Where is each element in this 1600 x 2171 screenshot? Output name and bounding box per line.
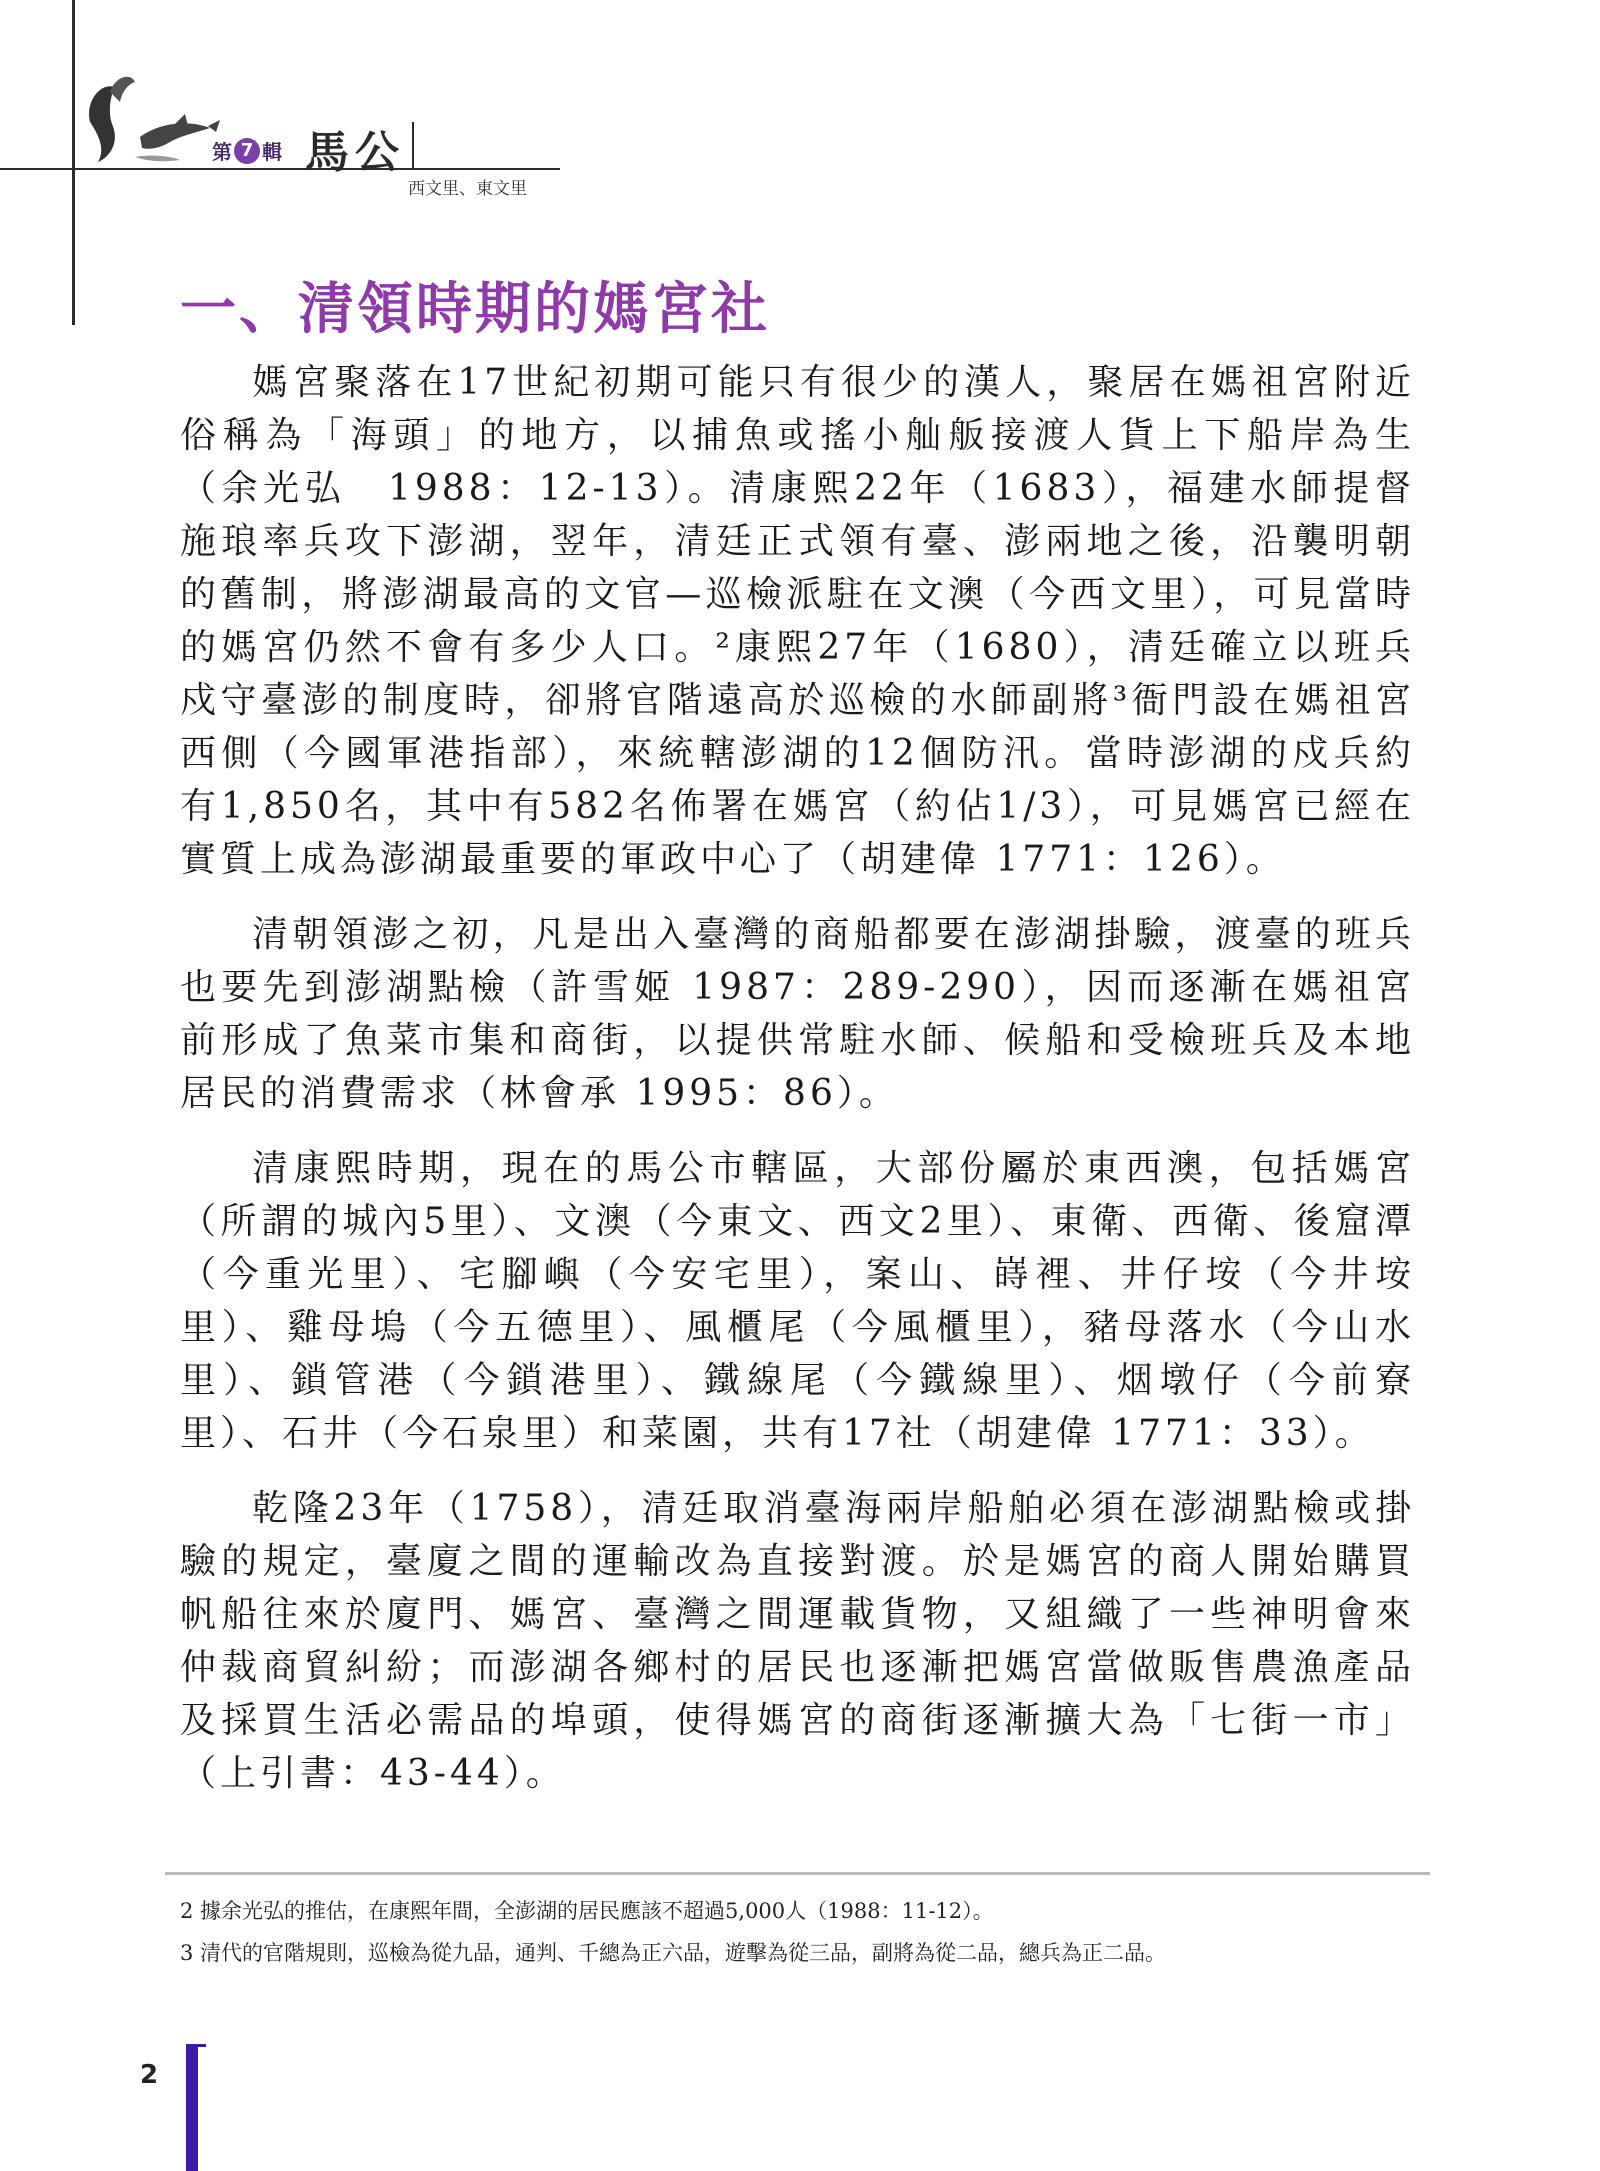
title-divider bbox=[412, 122, 414, 168]
paragraph: 媽宮聚落在17世紀初期可能只有很少的漢人，聚居在媽祖宮附近俗稱為「海頭」的地方，以捕魚或搖小舢舨接渡人貨上下船岸為生（余光弘 1988：12-13）。清康熙22年（1683），福建水師提督施琅率兵攻下澎湖，翌年，清廷正式領有臺、澎兩地之後，沿襲明朝的舊制，將澎湖最高的文官—巡檢派駐在文澳（今西文里），可見當時的媽宮仍然不會有多少人口。²康熙27年（1680），清廷確立以班兵戍守臺澎的制度時，卻將官階遠高於巡檢的水師副將³衙門設在媽祖宮西側（今國軍港指部），來統轄澎湖的12個防汛。當時澎湖的戍兵約有1,850名，其中有582名佈署在媽宮（約佔1/3），可見媽宮已經在實質上成為澎湖最重要的軍政中心了（胡建偉 1771：126）。 bbox=[180, 362, 1415, 880]
paragraph: 清朝領澎之初，凡是出入臺灣的商船都要在澎湖掛驗，渡臺的班兵也要先到澎湖點檢（許雪姬 1987：289-290），因而逐漸在媽祖宮前形成了魚菜市集和商街，以提供常駐水師、候船和受檢班兵及本地居民的消費需求（林會承 1995：86）。 bbox=[180, 914, 1415, 1114]
page-number: 2 bbox=[140, 2060, 159, 2090]
chapter-prefix: 第 bbox=[212, 140, 232, 164]
page-marker-bar bbox=[186, 2044, 198, 2171]
header-vertical-rule bbox=[72, 0, 75, 325]
paragraph: 清康熙時期，現在的馬公市轄區，大部份屬於東西澳，包括媽宮（所謂的城內5里）、文澳（今東文、西文2里）、東衛、西衛、後窟潭（今重光里）、宅腳嶼（今安宅里），案山、嵵裡、井仔垵（今井垵里）、雞母塢（今五德里）、風櫃尾（今風櫃里），豬母落水（今山水里）、鎖管港（今鎖港里）、鐵線尾（今鐵線里）、烟墩仔（今前寮里）、石井（今石泉里）和菜園，共有17社（胡建偉 1771：33）。 bbox=[180, 1148, 1415, 1454]
paragraph: 乾隆23年（1758），清廷取消臺海兩岸船舶必須在澎湖點檢或掛驗的規定，臺廈之間的運輸改為直接對渡。於是媽宮的商人開始購買帆船往來於廈門、媽宮、臺灣之間運載貨物，又組織了一些神明會來仲裁商貿糾紛；而澎湖各鄉村的居民也逐漸把媽宮當做販售農漁產品及採買生活必需品的埠頭，使得媽宮的商街逐漸擴大為「七街一市」（上引書：43-44）。 bbox=[180, 1488, 1415, 1794]
footnote: 3 清代的官階規則，巡檢為從九品，通判、千總為正六品，遊擊為從三品，副將為從二品，總兵為正二品。 bbox=[180, 1941, 1167, 1965]
chapter-suffix: 輯 bbox=[262, 140, 282, 164]
footnotes bbox=[180, 1890, 1430, 1974]
body-text bbox=[180, 356, 1415, 1822]
chapter-badge bbox=[212, 136, 282, 165]
chapter-number: 7 bbox=[234, 138, 260, 164]
chapter-subtitle: 西文里、東文里 bbox=[408, 179, 527, 199]
section-title: 一、清領時期的媽宮社 bbox=[180, 276, 770, 342]
footnote: 2 據余光弘的推估，在康熙年間，全澎湖的居民應該不超過5,000人（1988：11-12）。 bbox=[180, 1899, 994, 1923]
chapter-title: 馬公 bbox=[305, 127, 405, 178]
footnote-divider bbox=[165, 1872, 1430, 1875]
dolphin-logo-icon bbox=[80, 62, 230, 172]
